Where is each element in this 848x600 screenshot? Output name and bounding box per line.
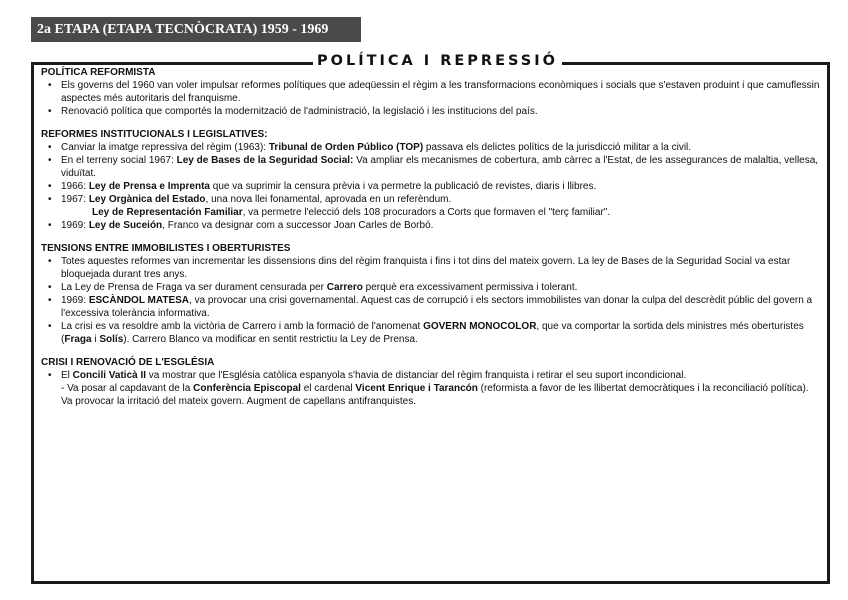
text-run: Canviar la imatge repressiva del règim (1963): [61, 142, 269, 153]
continuation-line [61, 382, 821, 408]
section [41, 128, 821, 232]
bullet-item [41, 193, 821, 219]
bold-term: Vicent Enrique i Tarancón [355, 383, 478, 394]
section-heading: REFORMES INSTITUCIONALS I LEGISLATIVES: [41, 129, 268, 140]
text-run: El [61, 370, 73, 381]
bold-term: Ley de Bases de la Seguridad Social: [176, 155, 354, 166]
text-run: 1969: [61, 220, 89, 231]
bullet-list [41, 141, 821, 232]
bold-term: Carrero [326, 282, 363, 293]
bullet-item [41, 219, 821, 232]
text-run: Totes aquestes reformes van incrementar les dissensions dins del règim franquista i fins i tot dins del mateix govern. La ley de Bases de la Seguridad Social va estar bloquejada durant tres anys. [61, 256, 791, 280]
text-run: (reformista a favor de les llibertat democràtiques i la reconciliació política). Va provocar la irritació del mateix govern. Augment de capellans antifranquistes. [61, 383, 809, 407]
bold-term: GOVERN MONOCOLOR [423, 321, 537, 332]
text-run: 1966: [61, 181, 89, 192]
text-run: que va suprimir la censura prèvia i va permetre la publicació de revistes, diaris i llibres. [209, 181, 597, 192]
bullet-item [41, 180, 821, 193]
text-run: Renovació política que comportés la modernització de l'administració, la legislació i les institucions del país. [61, 106, 538, 117]
section [41, 242, 821, 346]
text-run: La crisi es va resoldre amb la victòria de Carrero i amb la formació de l'anomenat [61, 321, 424, 332]
stage-title-banner [31, 17, 361, 42]
text-run: passava els delictes polítics de la jurisdicció militar a la civil. [423, 142, 692, 153]
section-heading: POLÍTICA REFORMISTA [41, 67, 156, 78]
text-run: En el terreny social 1967: [61, 155, 177, 166]
bullet-item [41, 79, 821, 105]
bullet-item [41, 369, 821, 408]
bullet-item [41, 320, 821, 346]
text-run: perquè era excessivament permissiva i tolerant. [362, 282, 578, 293]
bold-term: Ley Orgànica del Estado [88, 194, 206, 205]
text-run: Els governs del 1960 van voler impulsar reformes polítiques que adeqüessin el règim a les transformacions econòmiques i socials que s'estaven produint i que camuflessin aspectes més autoritaris del franquisme. [61, 80, 820, 104]
bold-term: ESCÀNDOL MATESA [88, 295, 190, 306]
bullet-item [41, 141, 821, 154]
text-run: i [91, 334, 100, 345]
frame-title: POLÍTICA I REPRESSIÓ [313, 51, 562, 71]
section-heading: CRISI I RENOVACIÓ DE L'ESGLÉSIA [41, 357, 215, 368]
bullet-item [41, 281, 821, 294]
bullet-item [41, 154, 821, 180]
text-run: , va provocar una crisi governamental. Aquest cas de corrupció i els sectors immobilistes van donar la culpa del descrèdit públic del govern a l'excessiva tolerància informativa. [61, 295, 813, 319]
text-run: , Franco va designar com a successor Joan Carles de Borbó. [162, 220, 434, 231]
indented-line [61, 206, 821, 219]
text-run: , una nova llei fonamental, aprovada en un referèndum. [205, 194, 452, 205]
section-heading: TENSIONS ENTRE IMMOBILISTES I OBERTURISTES [41, 243, 291, 254]
text-run: La Ley de Prensa de Fraga va ser durament censurada per [61, 282, 327, 293]
bold-term: Ley de Prensa e Imprenta [88, 181, 210, 192]
text-run: 1967: [61, 194, 89, 205]
bullet-list [41, 79, 821, 118]
content-body [41, 66, 821, 418]
text-run: va mostrar que l'Església catòlica espanyola s'havia de distanciar del règim franquista i retirar el seu suport incondicional. [146, 370, 687, 381]
bold-term: Ley de Representación Familiar [92, 207, 243, 218]
bullet-item [41, 255, 821, 281]
section [41, 66, 821, 118]
bullet-item [41, 294, 821, 320]
bullet-list [41, 369, 821, 408]
bold-term: Tribunal de Orden Público (TOP) [268, 142, 424, 153]
section [41, 356, 821, 408]
text-run: 1969: [61, 295, 89, 306]
bold-term: Fraga [64, 334, 92, 345]
text-run: el cardenal [300, 383, 356, 394]
bullet-list [41, 255, 821, 346]
bold-term: Concili Vaticà II [72, 370, 147, 381]
text-run: Va ampliar els mecanismes de cobertura, amb càrrec a l'Estat, de les assegurances de malaltia, vellesa, viduïtat. [61, 155, 819, 179]
bold-term: Solís [99, 334, 124, 345]
bold-term: Ley de Suceión [88, 220, 163, 231]
text-run: , que va comportar la sortida dels ministres més oberturistes ( [61, 321, 804, 345]
text-run: , va permetre l'elecció dels 108 procuradors a Corts que formaven el "terç familiar". [242, 207, 611, 218]
text-run: - Va posar al capdavant de la [61, 383, 194, 394]
bullet-item [41, 105, 821, 118]
stage-title: 2a ETAPA (ETAPA TECNÒCRATA) 1959 - 1969 [37, 22, 329, 37]
text-run: ). Carrero Blanco va modificar en sentit restrictiu la Ley de Prensa. [123, 334, 418, 345]
bold-term: Conferència Episcopal [193, 383, 301, 394]
